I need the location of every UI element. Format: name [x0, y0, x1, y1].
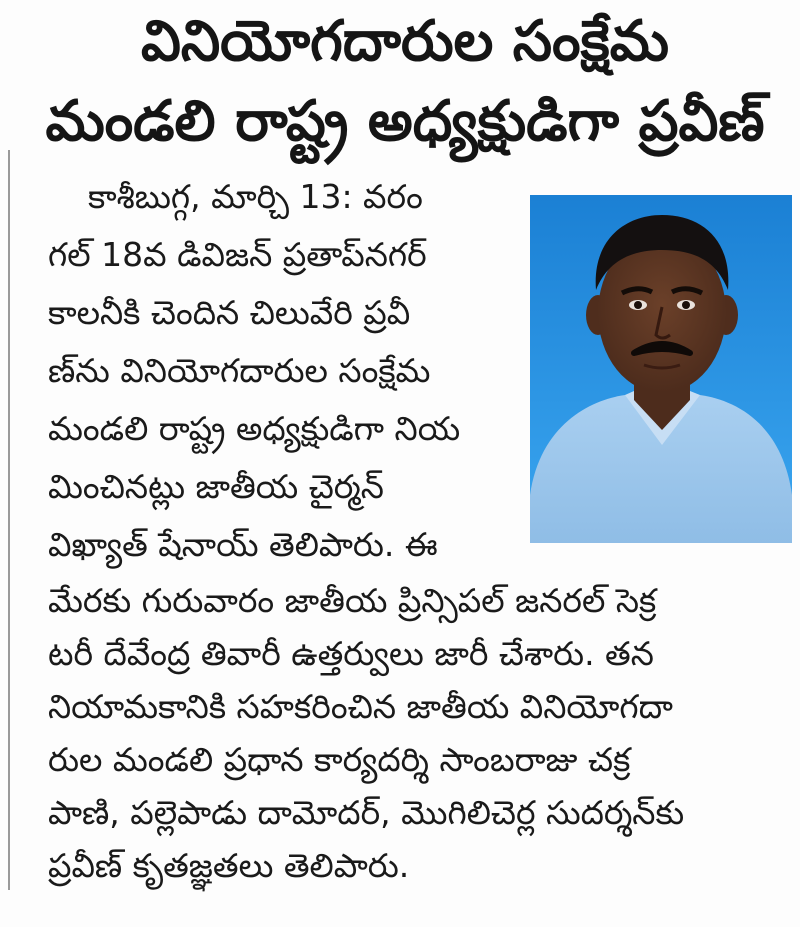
body-line: రుల మండలి ప్రధాన కార్యదర్శి సాంబరాజు చక్ర	[48, 740, 631, 779]
headline-line-2: మండలి రాష్ట్ర అధ్యక్షుడిగా ప్రవీణ్	[45, 89, 765, 154]
body-line: మించినట్లు జాతీయ చైర్మన్	[48, 467, 384, 506]
moustache-shape	[634, 344, 690, 353]
body-line: టరీ దేవేంద్ర తివారీ ఉత్తర్వులు జారీ చేశారు. తన	[48, 634, 654, 673]
portrait-photo	[530, 195, 792, 543]
body-line: మండలి రాష్ట్ర అధ్యక్షుడిగా నియ	[48, 409, 461, 448]
left-pupil	[634, 301, 642, 309]
body-line: ప్రవీణ్ కృతజ్ఞతలు తెలిపారు.	[48, 846, 410, 885]
body-line: విఖ్యాత్ షేనాయ్ తెలిపారు. ఈ	[48, 525, 438, 564]
body-line: మేరకు గురువారం జాతీయ ప్రిన్సిపల్ జనరల్ సెక్ర	[48, 581, 657, 620]
article-body-full-width	[48, 574, 798, 892]
body-line: పాణి, పల్లెపాడు దామోదర్, మొగిలిచెర్ల సుదర్శన్‌కు	[48, 793, 685, 832]
body-line: నియామకానికి సహకరించిన జాతీయ వినియోగదా	[48, 687, 673, 726]
body-line: గల్ 18వ డివిజన్ ప్రతాప్‌నగర్	[48, 235, 427, 274]
body-line: కాలనీకి చెందిన చిలువేరి ప్రవీ	[48, 293, 411, 332]
portrait-illustration	[530, 195, 792, 543]
article-headline	[20, 2, 790, 162]
article-body-beside-photo	[48, 168, 518, 574]
column-divider	[8, 150, 10, 890]
body-line: కాశీబుగ్గ, మార్చి 13: వరం	[88, 177, 423, 216]
right-pupil	[682, 301, 690, 309]
headline-line-1: వినియోగదారుల సంక్షేమ	[141, 9, 669, 74]
body-line: ణ్‌ను వినియోగదారుల సంక్షేమ	[48, 351, 431, 390]
